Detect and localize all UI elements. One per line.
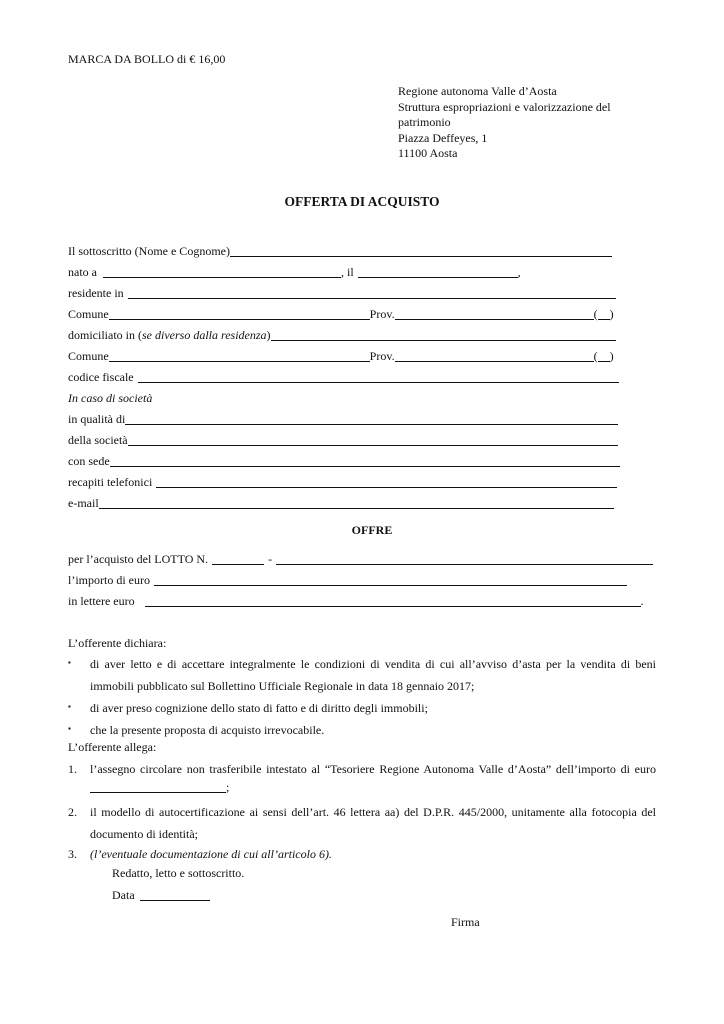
- addressee-line: patrimonio: [398, 115, 451, 129]
- amount-field[interactable]: [154, 573, 627, 586]
- prov-label: Prov.: [369, 349, 395, 363]
- born-il-label: , il: [341, 265, 354, 279]
- addressee-line: Struttura espropriazioni e valorizzazione del: [398, 99, 611, 114]
- stamp-duty-label: MARCA DA BOLLO di € 16,00: [68, 52, 226, 66]
- domiciled-label: domiciliato in (: [68, 328, 142, 342]
- declares-heading: L’offerente dichiara:: [68, 636, 167, 650]
- comune-label: Comune: [68, 307, 109, 321]
- fiscal-code-field[interactable]: [138, 370, 619, 383]
- prov-open: (: [593, 349, 598, 363]
- page-title: OFFERTA DI ACQUISTO: [284, 194, 440, 209]
- prov-close: ): [609, 349, 614, 363]
- email-field[interactable]: [99, 496, 614, 509]
- declaration-item: che la presente proposta di acquisto irrevocabile.: [90, 723, 325, 737]
- phone-label: recapiti telefonici: [68, 475, 153, 489]
- fiscal-code-label: codice fiscale: [68, 370, 134, 384]
- attachment-item: l’assegno circolare non trasferibile intestato al “Tesoriere Regione Autonoma Valle d’Aosta” dell’importo di euro: [90, 762, 656, 776]
- comune-row-2: [68, 349, 614, 370]
- company-case-label: In caso di società: [68, 391, 153, 405]
- amount-words-label: in lettere euro: [68, 594, 135, 608]
- residence-field[interactable]: [128, 286, 616, 299]
- role-field[interactable]: [125, 412, 618, 425]
- date-field[interactable]: [140, 888, 210, 901]
- declaration-item: di aver preso cognizione dello stato di fatto e di diritto degli immobili;: [90, 701, 428, 715]
- email-row: [68, 496, 614, 517]
- prov-code-field[interactable]: [598, 307, 610, 320]
- comune-label: Comune: [68, 349, 109, 363]
- addressee-line: Regione autonoma Valle d’Aosta: [398, 84, 557, 98]
- comune-field[interactable]: [109, 307, 370, 320]
- domiciled-close: ): [266, 328, 271, 342]
- date-row: [112, 888, 210, 903]
- attachment-item: (l’eventuale documentazione di cui all’articolo 6).: [90, 847, 332, 861]
- addressee-line: Piazza Deffeyes, 1: [398, 130, 488, 145]
- domicile-row: [68, 328, 616, 349]
- amount-row: [68, 573, 627, 594]
- phone-field[interactable]: [156, 475, 617, 488]
- company-field[interactable]: [128, 433, 618, 446]
- comune-field[interactable]: [109, 349, 370, 362]
- resident-label: residente in: [68, 286, 124, 300]
- prov-label: Prov.: [369, 307, 395, 321]
- email-label: e-mail: [68, 496, 99, 510]
- amount-words-end: .: [640, 594, 644, 608]
- attachment-item-continued: documento di identità;: [90, 827, 198, 841]
- birth-row: [68, 265, 521, 286]
- cheque-amount-row: [90, 780, 229, 795]
- prov-open: (: [593, 307, 598, 321]
- addressee-line: 11100 Aosta: [398, 146, 458, 160]
- bullet-icon: ▪: [68, 724, 71, 733]
- attachment-number: 2.: [68, 805, 77, 819]
- signed-statement: Redatto, letto e sottoscritto.: [112, 866, 245, 880]
- bullet-icon: ▪: [68, 702, 71, 711]
- lot-row: [68, 552, 653, 573]
- role-label: in qualità di: [68, 412, 126, 426]
- prov-code-field[interactable]: [598, 349, 610, 362]
- domiciled-note: se diverso dalla residenza: [142, 328, 267, 342]
- born-comma: ,: [517, 265, 521, 279]
- domicile-field[interactable]: [271, 328, 616, 341]
- born-label: nato a: [68, 265, 97, 279]
- seat-field[interactable]: [110, 454, 620, 467]
- prov-fill-field[interactable]: [395, 349, 594, 362]
- attaches-heading: L’offerente allega:: [68, 740, 157, 754]
- fiscal-code-row: [68, 370, 619, 391]
- comune-row: [68, 307, 614, 328]
- phone-row: [68, 475, 617, 496]
- signature-label: Firma: [451, 915, 480, 929]
- addressee-block: [398, 84, 611, 162]
- declaration-item: di aver letto e di accettare integralmente le condizioni di vendita di cui all’avviso d’asta per la vendita di beni: [90, 657, 656, 671]
- amount-label: l’importo di euro: [68, 573, 150, 587]
- residence-row: [68, 286, 616, 307]
- lot-description-field[interactable]: [276, 552, 653, 565]
- lot-label: per l’acquisto del LOTTO N.: [68, 552, 209, 566]
- name-row: [68, 244, 612, 265]
- role-row: [68, 412, 618, 433]
- cheque-amount-field[interactable]: [90, 780, 226, 793]
- name-label: Il sottoscritto (Nome e Cognome): [68, 244, 230, 258]
- offer-heading: OFFRE: [351, 523, 393, 537]
- amount-words-row: [68, 594, 644, 615]
- lot-dash: -: [268, 552, 273, 566]
- attachment-number: 3.: [68, 847, 77, 861]
- prov-close: ): [609, 307, 614, 321]
- cheque-amount-end: ;: [226, 780, 230, 794]
- attachment-number: 1.: [68, 762, 77, 776]
- birthdate-field[interactable]: [358, 265, 518, 278]
- birthplace-field[interactable]: [103, 265, 341, 278]
- company-label: della società: [68, 433, 128, 447]
- seat-row: [68, 454, 620, 475]
- date-label: Data: [112, 888, 135, 902]
- lot-number-field[interactable]: [212, 552, 264, 565]
- declaration-item-continued: immobili pubblicato sul Bollettino Ufficiale Regionale in data 18 gennaio 2017;: [90, 679, 475, 693]
- attachment-item: il modello di autocertificazione ai sensi dell’art. 46 lettera aa) del D.P.R. 445/2000, unitamente alla fotocopia del: [90, 805, 656, 819]
- seat-label: con sede: [68, 454, 110, 468]
- amount-words-field[interactable]: [145, 594, 641, 607]
- company-row: [68, 433, 618, 454]
- bullet-icon: ▪: [68, 658, 71, 667]
- name-field[interactable]: [230, 244, 612, 257]
- prov-fill-field[interactable]: [395, 307, 594, 320]
